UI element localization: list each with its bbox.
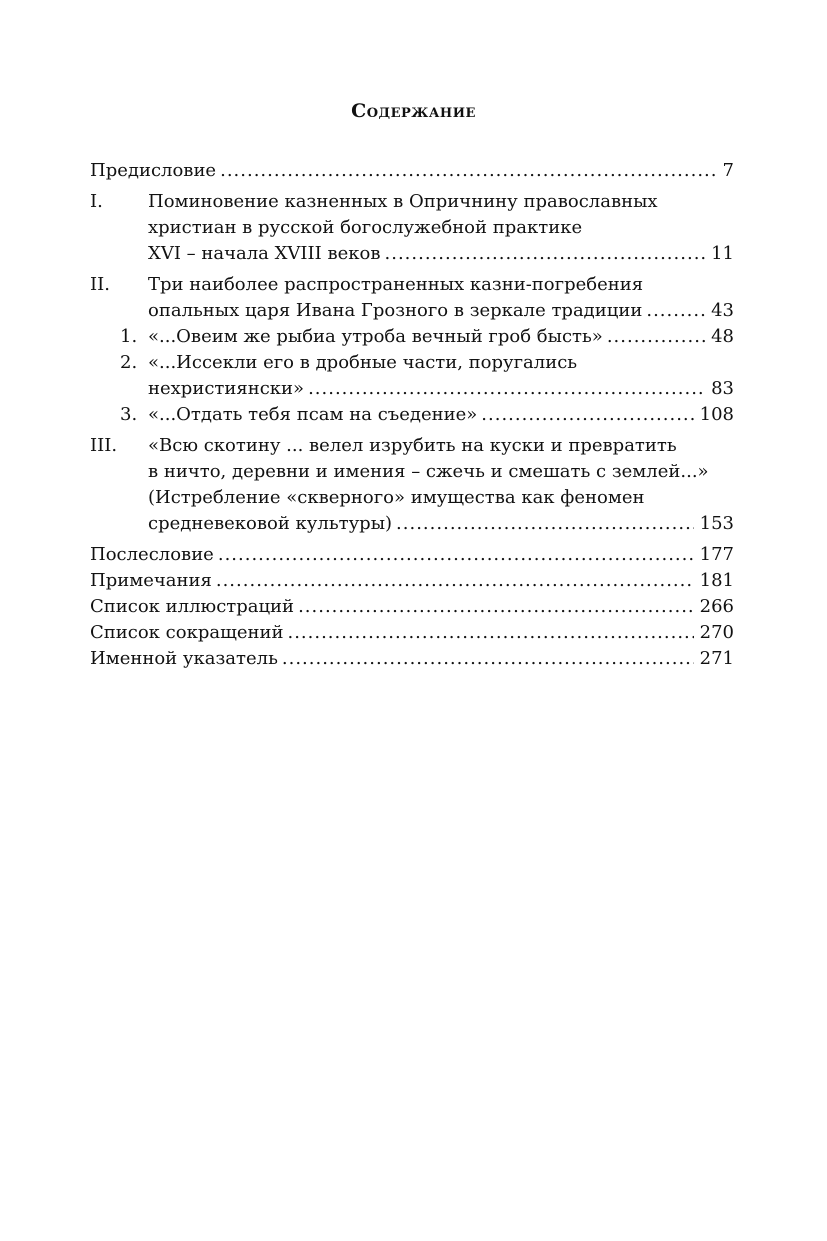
toc-entry-label: Список иллюстраций bbox=[90, 596, 295, 617]
page-number: 270 bbox=[699, 622, 734, 643]
chapter-number: II. bbox=[90, 274, 110, 295]
page-number: 11 bbox=[711, 243, 734, 264]
section-number: 1. bbox=[120, 326, 138, 347]
page-number: 266 bbox=[699, 596, 734, 617]
toc-entry-section-2-1 bbox=[90, 324, 734, 350]
toc-entry-label: Список сокращений bbox=[90, 622, 284, 643]
toc-entry-chapter-3 bbox=[90, 433, 734, 537]
section-number: 2. bbox=[120, 352, 138, 373]
toc-entry-line: Поминовение казненных в Опричнину православных bbox=[148, 191, 658, 212]
toc-entry-section-2-3 bbox=[90, 402, 734, 428]
page-number: 7 bbox=[722, 160, 734, 181]
toc-entry-line: (Истребление «скверного» имущества как феномен bbox=[148, 487, 645, 508]
page-number: 153 bbox=[699, 513, 734, 534]
table-of-contents bbox=[90, 158, 734, 672]
toc-entry-line: «...Иссекли его в дробные части, поругались bbox=[148, 352, 578, 373]
dot-leader bbox=[607, 324, 705, 350]
toc-entry-chapter-2 bbox=[90, 272, 734, 324]
dot-leader bbox=[385, 241, 706, 267]
toc-entry-afterword bbox=[90, 542, 734, 568]
toc-entry-line: Три наиболее распространенных казни-погребения bbox=[148, 274, 644, 295]
dot-leader bbox=[282, 646, 694, 672]
dot-leader bbox=[481, 402, 693, 428]
toc-entry-line: нехристиянски» bbox=[148, 378, 305, 399]
dot-leader bbox=[646, 298, 705, 324]
dot-leader bbox=[287, 620, 693, 646]
toc-entry-label: Именной указатель bbox=[90, 648, 278, 669]
page-number: 177 bbox=[699, 544, 734, 565]
toc-entry-line: XVI – начала XVIII веков bbox=[148, 243, 381, 264]
toc-entry-line: христиан в русской богослужебной практике bbox=[148, 217, 583, 238]
toc-entry-section-2-2 bbox=[90, 350, 734, 402]
page-number: 108 bbox=[699, 404, 734, 425]
toc-entry-label: «...Отдать тебя псам на съедение» bbox=[148, 404, 478, 425]
toc-entry-illustrations bbox=[90, 594, 734, 620]
toc-entry-line: опальных царя Ивана Грозного в зеркале традиции bbox=[148, 300, 643, 321]
dot-leader bbox=[216, 568, 694, 594]
toc-entry-abbreviations bbox=[90, 620, 734, 646]
page-title: Содержание bbox=[351, 100, 476, 122]
page-number: 43 bbox=[711, 300, 734, 321]
chapter-number: I. bbox=[90, 191, 103, 212]
toc-entry-preface bbox=[90, 158, 734, 184]
dot-leader bbox=[218, 542, 694, 568]
dot-leader bbox=[396, 511, 694, 537]
toc-entry-chapter-1 bbox=[90, 189, 734, 267]
page-number: 83 bbox=[711, 378, 734, 399]
toc-entry-line: средневековой культуры) bbox=[148, 513, 393, 534]
toc-entry-label: Предисловие bbox=[90, 160, 217, 181]
page-number: 181 bbox=[699, 570, 734, 591]
toc-entry-index bbox=[90, 646, 734, 672]
section-number: 3. bbox=[120, 404, 138, 425]
dot-leader bbox=[298, 594, 694, 620]
dot-leader bbox=[308, 376, 705, 402]
toc-entry-label: Послесловие bbox=[90, 544, 214, 565]
page-number: 48 bbox=[711, 326, 734, 347]
chapter-number: III. bbox=[90, 435, 118, 456]
dot-leader bbox=[220, 158, 716, 184]
toc-entry-line: в ничто, деревни и имения – сжечь и смешать с землей...» bbox=[148, 461, 709, 482]
toc-entry-label: «...Овеим же рыбиа утроба вечный гроб бысть» bbox=[148, 326, 603, 347]
toc-entry-label: Примечания bbox=[90, 570, 212, 591]
toc-entry-notes bbox=[90, 568, 734, 594]
page-number: 271 bbox=[699, 648, 734, 669]
toc-entry-line: «Всю скотину ... велел изрубить на куски и превратить bbox=[148, 435, 677, 456]
